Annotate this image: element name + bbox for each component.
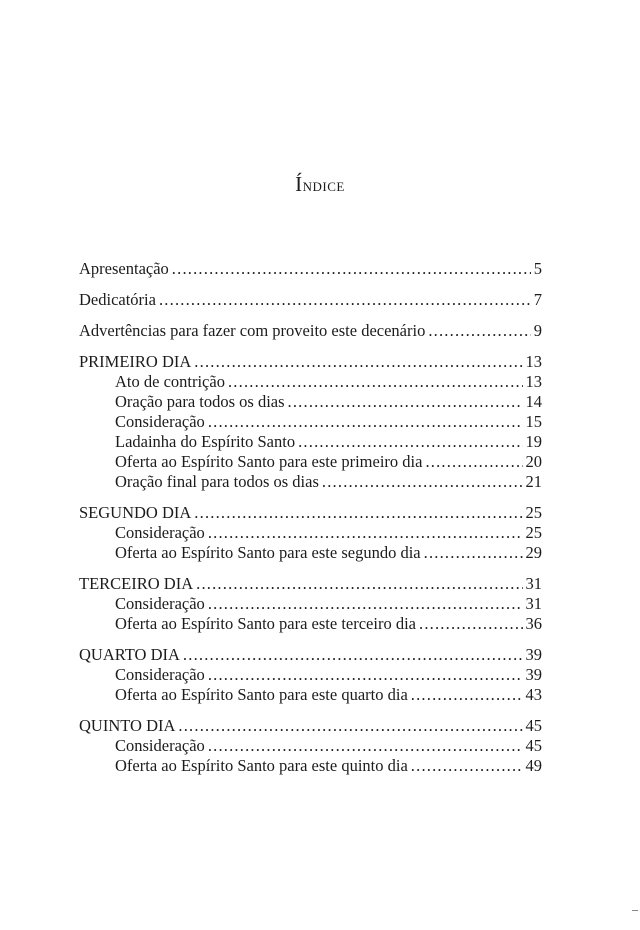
toc-sub-entry[interactable] — [79, 756, 542, 776]
toc-leader-dots — [208, 594, 523, 614]
toc-sub-entry[interactable] — [79, 543, 542, 563]
toc-entry-label: Oração final para todos os dias — [115, 472, 319, 491]
toc-sub-entry[interactable] — [79, 372, 542, 392]
toc-section-heading[interactable] — [79, 574, 542, 594]
toc-entry-label: Dedicatória — [79, 290, 156, 309]
toc-leader-dots — [419, 614, 523, 634]
toc-sub-entry[interactable] — [79, 452, 542, 472]
toc-leader-dots — [183, 645, 523, 665]
toc-section-heading[interactable] — [79, 716, 542, 736]
table-of-contents — [79, 259, 542, 776]
toc-entry-label: Consideração — [115, 665, 205, 684]
toc-leader-dots — [208, 523, 523, 543]
toc-entry-label: Consideração — [115, 594, 205, 613]
toc-leader-dots — [172, 259, 531, 279]
toc-entry-label: Advertências para fazer com proveito este decenário — [79, 321, 426, 340]
toc-sub-entry[interactable] — [79, 736, 542, 756]
toc-entry-page: 21 — [525, 472, 542, 491]
toc-entry-page: 45 — [525, 736, 542, 755]
toc-leader-dots — [194, 352, 522, 372]
toc-entry-label: Ladainha do Espírito Santo — [115, 432, 296, 451]
toc-entry-label: Oração para todos os dias — [115, 392, 285, 411]
toc-entry-label: Consideração — [115, 412, 205, 431]
page-title — [0, 172, 640, 197]
toc-sub-entry[interactable] — [79, 412, 542, 432]
toc-entry-page: 7 — [533, 290, 542, 309]
toc-entry-page: 29 — [525, 543, 542, 562]
toc-entry-label: QUINTO DIA — [79, 716, 176, 735]
toc-entry-label: PRIMEIRO DIA — [79, 352, 192, 371]
toc-leader-dots — [411, 756, 523, 776]
toc-entry-label: Oferta ao Espírito Santo para este quinto dia — [115, 756, 408, 775]
toc-entry-page: 25 — [525, 503, 542, 522]
toc-entry-page: 31 — [525, 594, 542, 613]
toc-entry-label: Consideração — [115, 736, 205, 755]
toc-entry-page: 19 — [525, 432, 542, 451]
toc-entry-label: Oferta ao Espírito Santo para este terceiro dia — [115, 614, 416, 633]
toc-entry-page: 43 — [525, 685, 542, 704]
toc-sub-entry[interactable] — [79, 685, 542, 705]
toc-sub-entry[interactable] — [79, 614, 542, 634]
toc-leader-dots — [424, 543, 523, 563]
toc-section-heading[interactable] — [79, 645, 542, 665]
toc-entry-page: 5 — [533, 259, 542, 278]
toc-entry-page: 25 — [525, 523, 542, 542]
page-title-initial: Í — [295, 172, 303, 196]
toc-entry-page: 13 — [525, 352, 542, 371]
toc-leader-dots — [428, 321, 530, 341]
toc-section-heading[interactable] — [79, 503, 542, 523]
toc-entry-label: Oferta ao Espírito Santo para este segundo dia — [115, 543, 421, 562]
toc-entry-page: 39 — [525, 665, 542, 684]
toc-sub-entry[interactable] — [79, 523, 542, 543]
toc-entry[interactable] — [79, 290, 542, 310]
toc-entry-label: SEGUNDO DIA — [79, 503, 192, 522]
toc-entry-page: 31 — [525, 574, 542, 593]
toc-sub-entry[interactable] — [79, 665, 542, 685]
toc-leader-dots — [322, 472, 523, 492]
toc-entry-label: Oferta ao Espírito Santo para este quarto dia — [115, 685, 408, 704]
toc-entry-page: 20 — [525, 452, 542, 471]
toc-section-heading[interactable] — [79, 352, 542, 372]
page-title-rest: ndice — [302, 175, 345, 196]
toc-sub-entry[interactable] — [79, 432, 542, 452]
toc-sub-entry[interactable] — [79, 392, 542, 412]
toc-entry-label: TERCEIRO DIA — [79, 574, 194, 593]
toc-entry[interactable] — [79, 259, 542, 279]
toc-leader-dots — [159, 290, 531, 310]
toc-leader-dots — [228, 372, 523, 392]
toc-entry-page: 45 — [525, 716, 542, 735]
toc-leader-dots — [208, 736, 523, 756]
toc-entry-label: Oferta ao Espírito Santo para este primeiro dia — [115, 452, 423, 471]
toc-entry-page: 15 — [525, 412, 542, 431]
toc-entry-page: 39 — [525, 645, 542, 664]
toc-entry-label: Ato de contrição — [115, 372, 225, 391]
toc-leader-dots — [298, 432, 522, 452]
toc-leader-dots — [208, 665, 523, 685]
toc-leader-dots — [208, 412, 523, 432]
toc-entry-label: Apresentação — [79, 259, 169, 278]
toc-sub-entry[interactable] — [79, 594, 542, 614]
toc-leader-dots — [411, 685, 523, 705]
page-edge-mark — [632, 910, 638, 911]
toc-entry-label: Consideração — [115, 523, 205, 542]
toc-entry[interactable] — [79, 321, 542, 341]
toc-entry-page: 36 — [525, 614, 542, 633]
toc-entry-page: 13 — [525, 372, 542, 391]
toc-entry-page: 49 — [525, 756, 542, 775]
toc-leader-dots — [196, 574, 522, 594]
toc-entry-page: 9 — [533, 321, 542, 340]
toc-leader-dots — [288, 392, 523, 412]
toc-leader-dots — [194, 503, 522, 523]
toc-entry-label: QUARTO DIA — [79, 645, 180, 664]
toc-entry-page: 14 — [525, 392, 542, 411]
toc-sub-entry[interactable] — [79, 472, 542, 492]
toc-leader-dots — [425, 452, 522, 472]
toc-leader-dots — [178, 716, 522, 736]
